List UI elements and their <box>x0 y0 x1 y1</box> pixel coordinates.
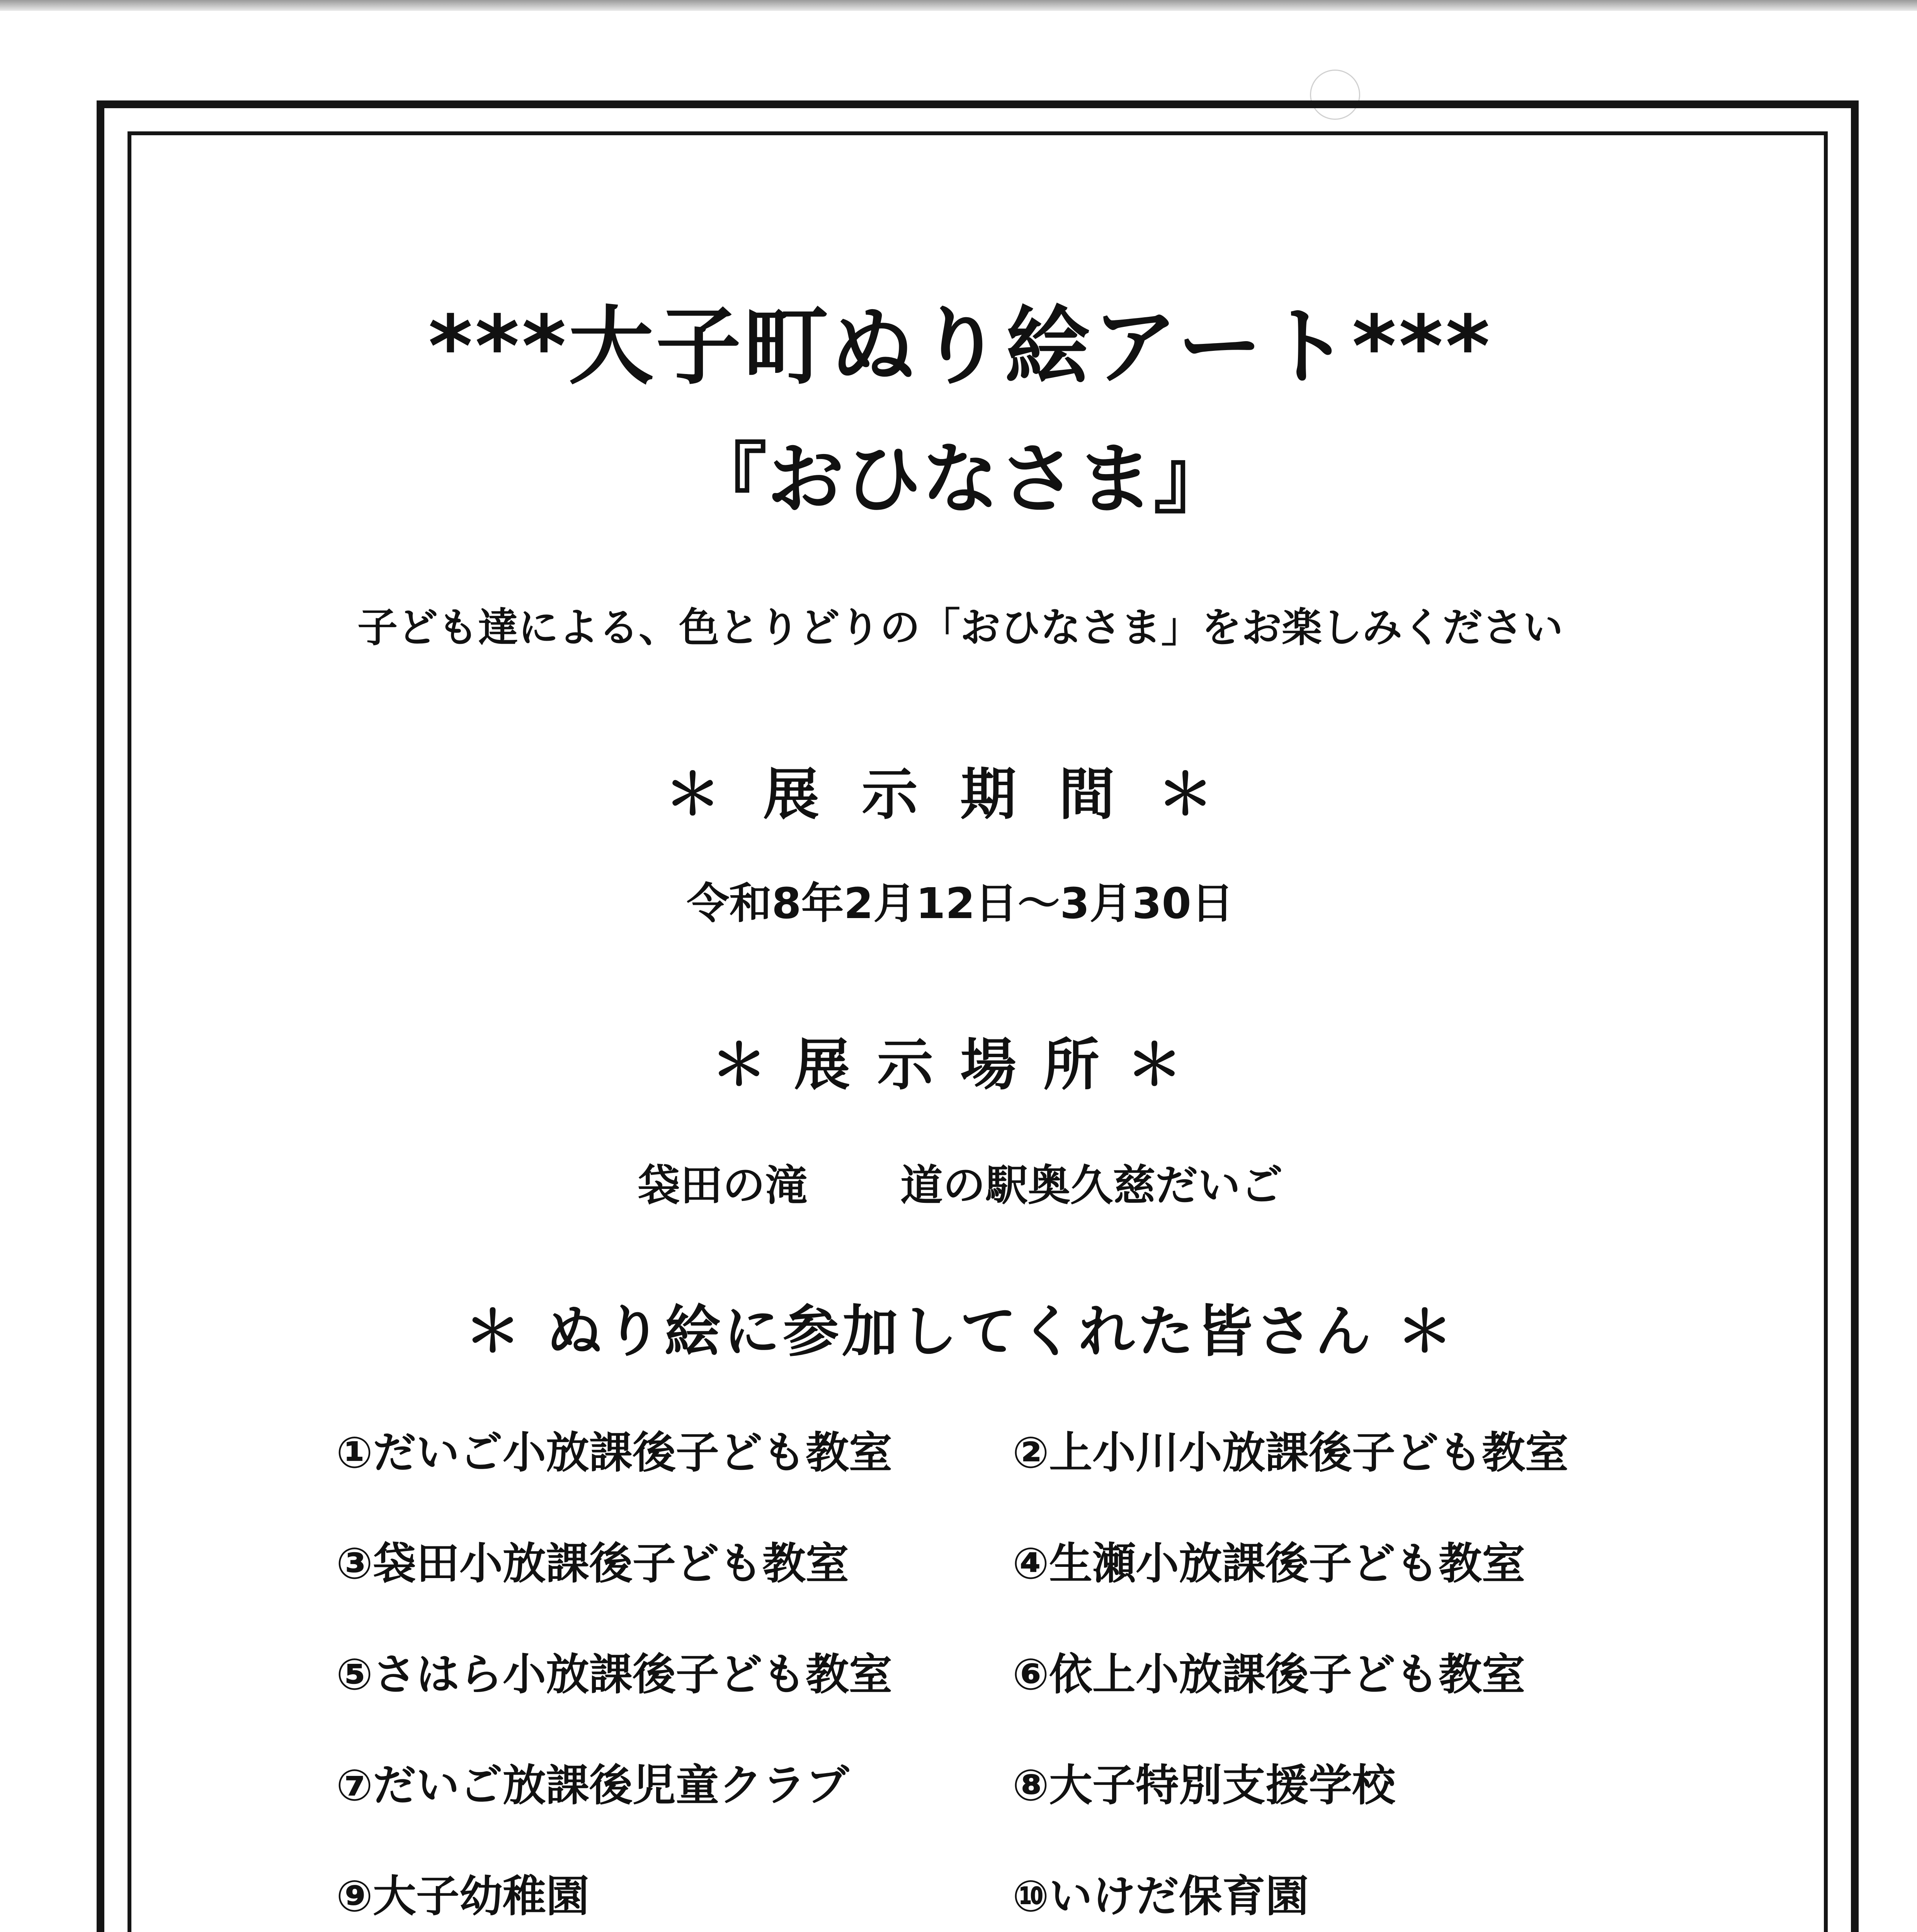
lead-text: 子ども達による、色とりどりの「おひなさま」をお楽しみください <box>357 604 1563 651</box>
participant-item: ⑨大子幼稚園 <box>336 1871 589 1922</box>
participant-item: ⑩いけだ保育園 <box>1012 1871 1309 1922</box>
participant-item: ①だいご小放課後子ども教室 <box>336 1428 892 1478</box>
participant-item: ⑦だいご放課後児童クラブ <box>336 1760 849 1811</box>
period-heading: ＊展示期間＊ <box>665 762 1256 827</box>
page-title: ***大子町ぬり絵アート*** <box>428 297 1492 396</box>
participant-item: ④生瀬小放課後子ども教室 <box>1012 1539 1525 1589</box>
participant-item: ②上小川小放課後子ども教室 <box>1012 1428 1568 1478</box>
participant-item: ⑥依上小放課後子ども教室 <box>1012 1650 1525 1700</box>
scan-edge <box>0 0 1917 11</box>
place-heading: ＊展示場所＊ <box>711 1032 1209 1098</box>
period-value: 令和8年2月12日～3月30日 <box>687 879 1234 928</box>
participant-item: ⑤さはら小放課後子ども教室 <box>336 1650 892 1700</box>
participant-item: ③袋田小放課後子ども教室 <box>336 1539 849 1589</box>
venue-roadside-station: 道の駅奥久慈だいご <box>900 1161 1283 1210</box>
page-subtitle: 『おひなさま』 <box>689 434 1231 524</box>
participant-item: ⑧大子特別支援学校 <box>1012 1760 1395 1811</box>
participants-list <box>336 1422 1650 1932</box>
venue-fukuroda-falls: 袋田の滝 <box>638 1161 808 1210</box>
participants-heading: ＊ ぬり絵に参加してくれた皆さん ＊ <box>464 1299 1456 1364</box>
place-value <box>232 1151 1689 1213</box>
